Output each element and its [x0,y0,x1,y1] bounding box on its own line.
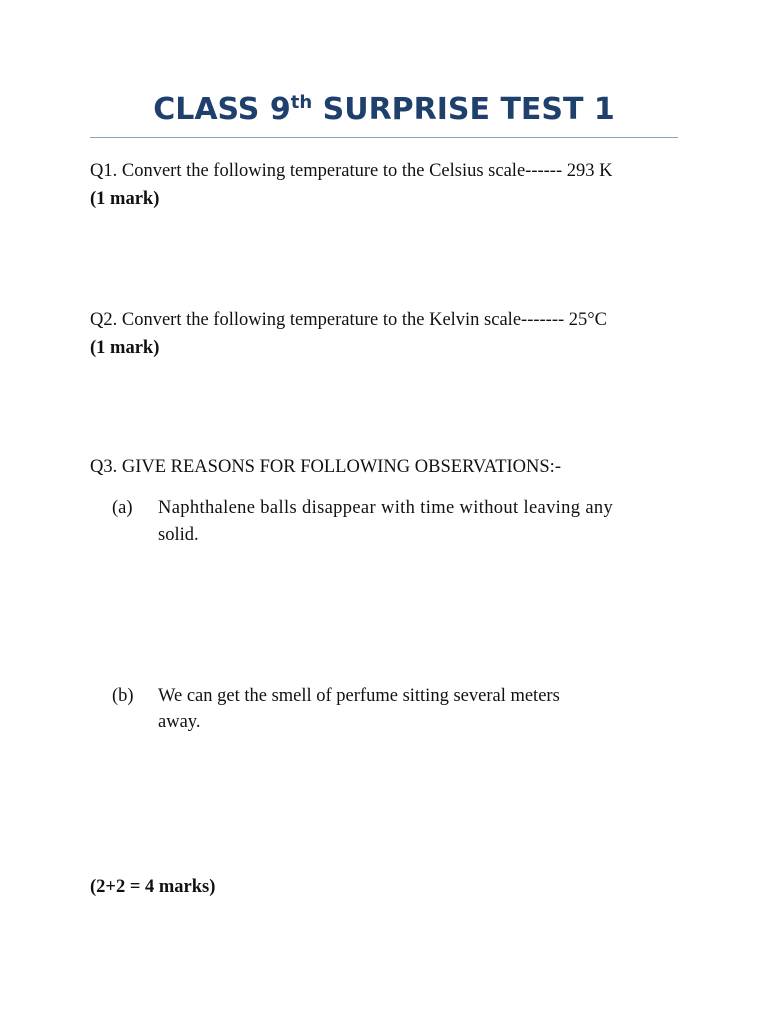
question-2-text: Q2. Convert the following temperature to the Kelvin scale------- 25°C [90,310,608,330]
question-1-text: Q1. Convert the following temperature to the Celsius scale------ 293 K [90,161,613,181]
title-divider [90,137,678,138]
question-3b-label: (b) [112,686,134,706]
question-3-marks: (2+2 = 4 marks) [90,877,216,897]
page-title [90,92,678,127]
title-prefix: CLASS 9 [153,92,291,127]
question-3a-label: (a) [112,498,133,518]
question-3b-line-2: away. [158,712,201,732]
question-3a-line-2: solid. [158,525,199,545]
title-superscript: th [290,92,313,113]
question-2-marks: (1 mark) [90,338,160,358]
question-3a-line-1: Naphthalene balls disappear with time without leaving any [158,498,614,518]
question-1-marks: (1 mark) [90,189,160,209]
title-suffix: SURPRISE TEST 1 [312,92,615,127]
question-3b-line-1: We can get the smell of perfume sitting several meters [158,686,560,706]
question-3-text: Q3. GIVE REASONS FOR FOLLOWING OBSERVATIONS:- [90,457,561,477]
